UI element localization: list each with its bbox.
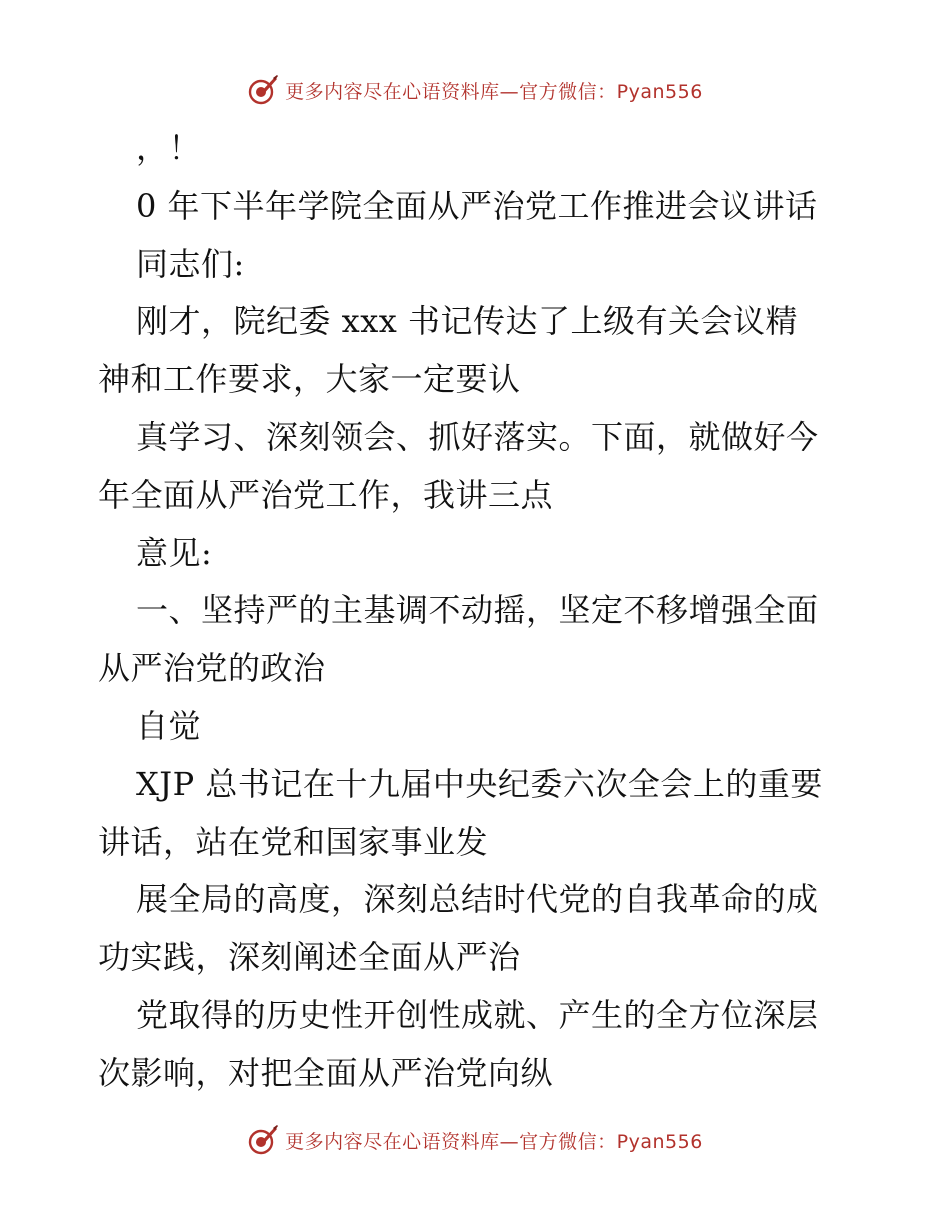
header-banner-text: 更多内容尽在心语资料库—官方微信：Pyan556 — [285, 80, 703, 103]
document-line: 功实践，深刻阐述全面从严治 — [98, 938, 521, 977]
document-line: 次影响，对把全面从严治党向纵 — [98, 1053, 554, 1092]
document-line: 自觉 — [136, 706, 202, 745]
document-line: 同志们: — [136, 244, 245, 283]
document-line: 党取得的历史性开创性成就、产生的全方位深层 — [136, 995, 819, 1034]
document-line: XJP 总书记在十九届中央纪委六次全会上的重要 — [136, 764, 823, 803]
quill-logo-icon — [247, 74, 279, 106]
header-banner — [0, 70, 950, 110]
document-line: 真学习、深刻领会、抓好落实。下面，就做好今 — [136, 417, 819, 456]
quill-logo-icon — [247, 1124, 279, 1156]
document-line: 从严治党的政治 — [98, 649, 326, 688]
document-line: 讲话，站在党和国家事业发 — [98, 822, 489, 861]
document-line: 意见: — [136, 533, 213, 572]
document-body — [98, 120, 858, 1103]
document-line: 0 年下半年学院全面从严治党工作推进会议讲话 — [136, 186, 818, 225]
document-line: 刚才，院纪委 xxx 书记传达了上级有关会议精 — [136, 302, 798, 341]
document-line: 年全面从严治党工作，我讲三点 — [98, 475, 554, 514]
document-line: 一、坚持严的主基调不动摇，坚定不移增强全面 — [136, 591, 819, 630]
document-line: 神和工作要求，大家一定要认 — [98, 360, 521, 399]
document-line: ，！ — [136, 129, 202, 167]
footer-banner-text: 更多内容尽在心语资料库—官方微信：Pyan556 — [285, 1130, 703, 1153]
document-line: 展全局的高度，深刻总结时代党的自我革命的成 — [136, 880, 819, 919]
footer-banner — [0, 1120, 950, 1160]
